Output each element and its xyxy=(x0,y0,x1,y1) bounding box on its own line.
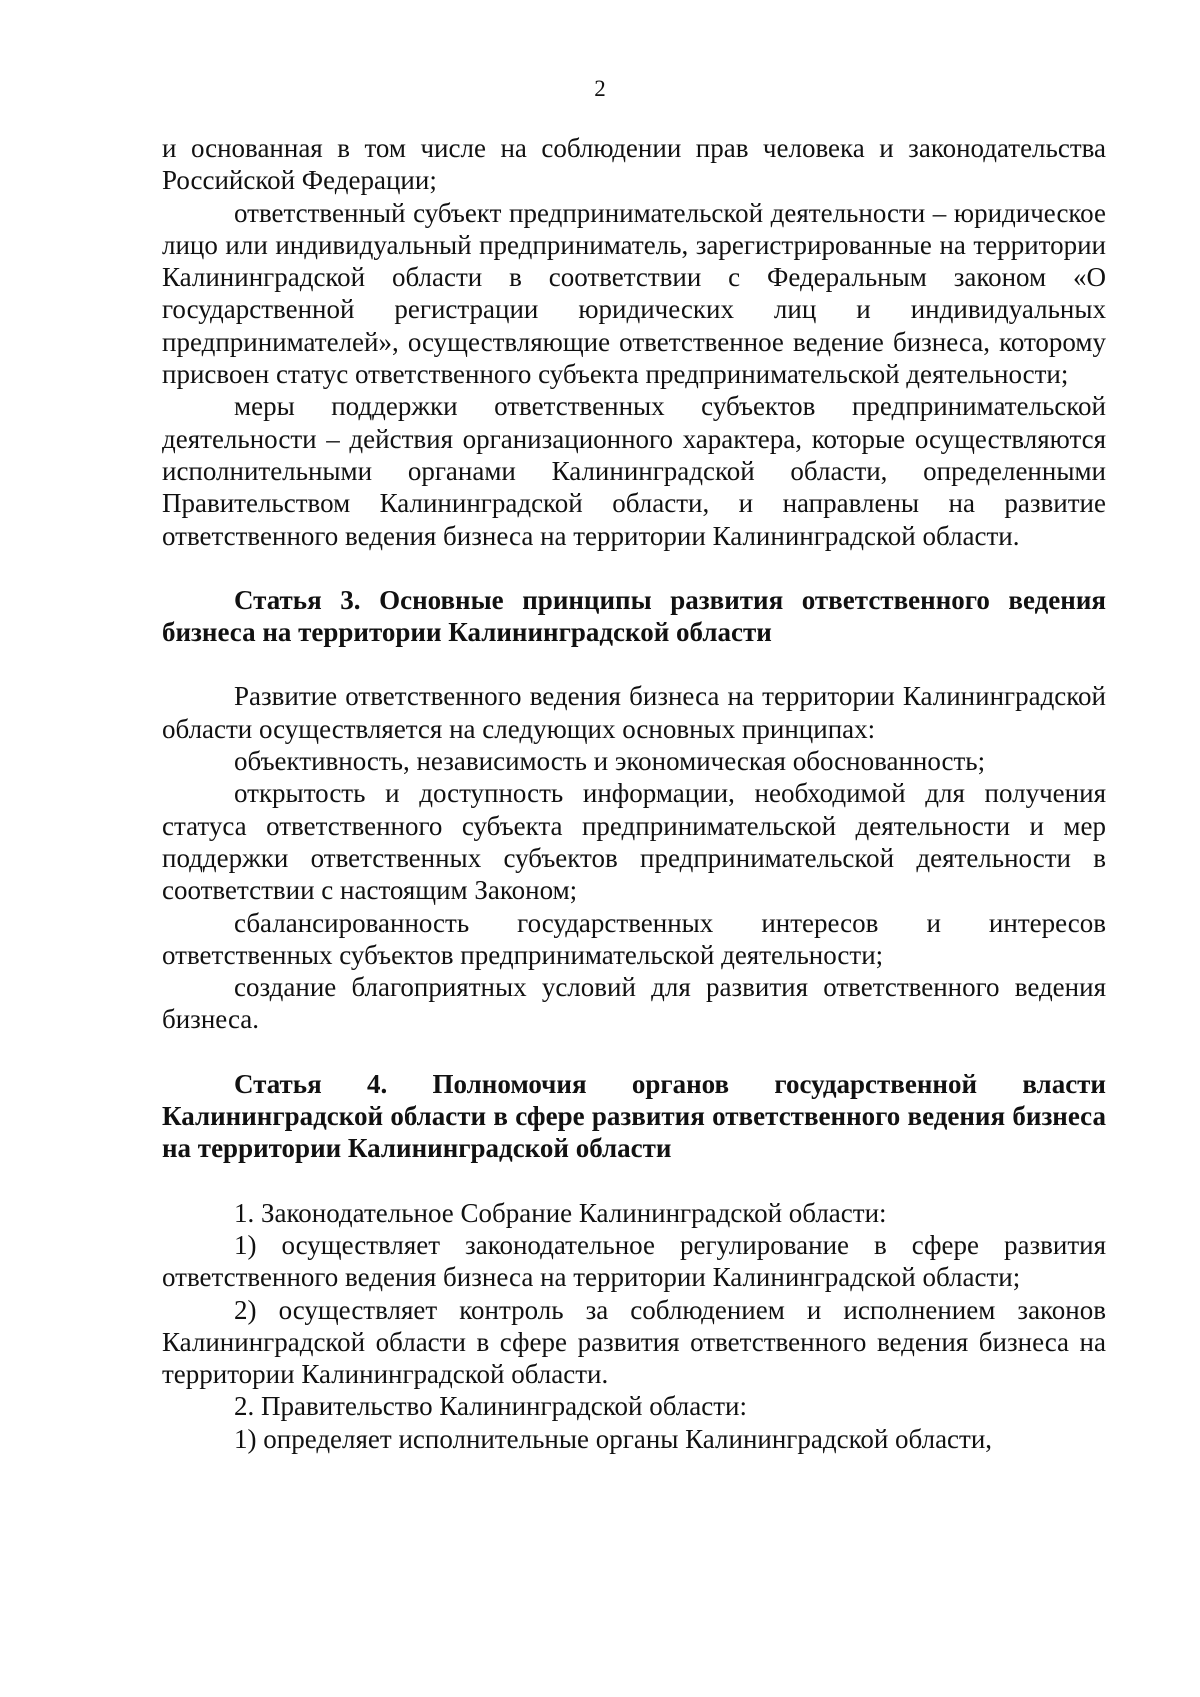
article-3-heading: Статья 3. Основные принципы развития ответственного ведения бизнеса на территории Калининградской области xyxy=(162,584,1106,648)
paragraph: 1) осуществляет законодательное регулирование в сфере развития ответственного ведения бизнеса на территории Калининградской области; xyxy=(162,1229,1106,1293)
document-body xyxy=(162,132,1106,1455)
paragraph: создание благоприятных условий для развития ответственного ведения бизнеса. xyxy=(162,972,1106,1035)
paragraph: ответственный субъект предпринимательской деятельности – юридическое лицо или индивидуальный предприниматель, зарегистрированные на территории Калининградской области в соответствии с Федеральным законом «О государственной регистрации юридических лиц и индивидуальных предпринимателей», осуществляющие ответственное ведение бизнеса, которому присвоен статус ответственного субъекта предпринимательской деятельности; xyxy=(162,197,1106,390)
spacer xyxy=(162,648,1106,680)
paragraph: 1. Законодательное Собрание Калининградской области: xyxy=(234,1197,887,1228)
spacer xyxy=(162,1036,1106,1068)
article-4-heading: Статья 4. Полномочия органов государственной власти Калининградской области в сфере развития ответственного ведения бизнеса на территории Калининградской области xyxy=(162,1068,1106,1164)
paragraph: меры поддержки ответственных субъектов предпринимательской деятельности – действия организационного характера, которые осуществляются исполнительными органами Калининградской области, определенными Правительством Калининградской области, и направлены на развитие ответственного ведения бизнеса на территории Калининградской области. xyxy=(162,391,1106,551)
paragraph: и основанная в том числе на соблюдении прав человека и законодательства Российской Федерации; xyxy=(162,133,1106,196)
paragraph: 2) осуществляет контроль за соблюдением и исполнением законов Калининградской области в сфере развития ответственного ведения бизнеса на территории Калининградской области. xyxy=(162,1294,1106,1390)
paragraph: открытость и доступность информации, необходимой для получения статуса ответственного субъекта предпринимательской деятельности и мер поддержки ответственных субъектов предпринимательской деятельности в соответствии с настоящим Законом; xyxy=(162,778,1106,906)
paragraph: 1) определяет исполнительные органы Калининградской области, xyxy=(234,1423,993,1454)
paragraph: Развитие ответственного ведения бизнеса на территории Калининградской области осуществляется на следующих основных принципах: xyxy=(162,681,1106,744)
spacer xyxy=(162,1165,1106,1197)
spacer xyxy=(162,552,1106,584)
paragraph: объективность, независимость и экономическая обоснованность; xyxy=(234,746,986,777)
paragraph: сбалансированность государственных интересов и интересов ответственных субъектов предпринимательской деятельности; xyxy=(162,907,1106,970)
page-number: 2 xyxy=(594,76,606,101)
paragraph: 2. Правительство Калининградской области: xyxy=(234,1391,747,1422)
